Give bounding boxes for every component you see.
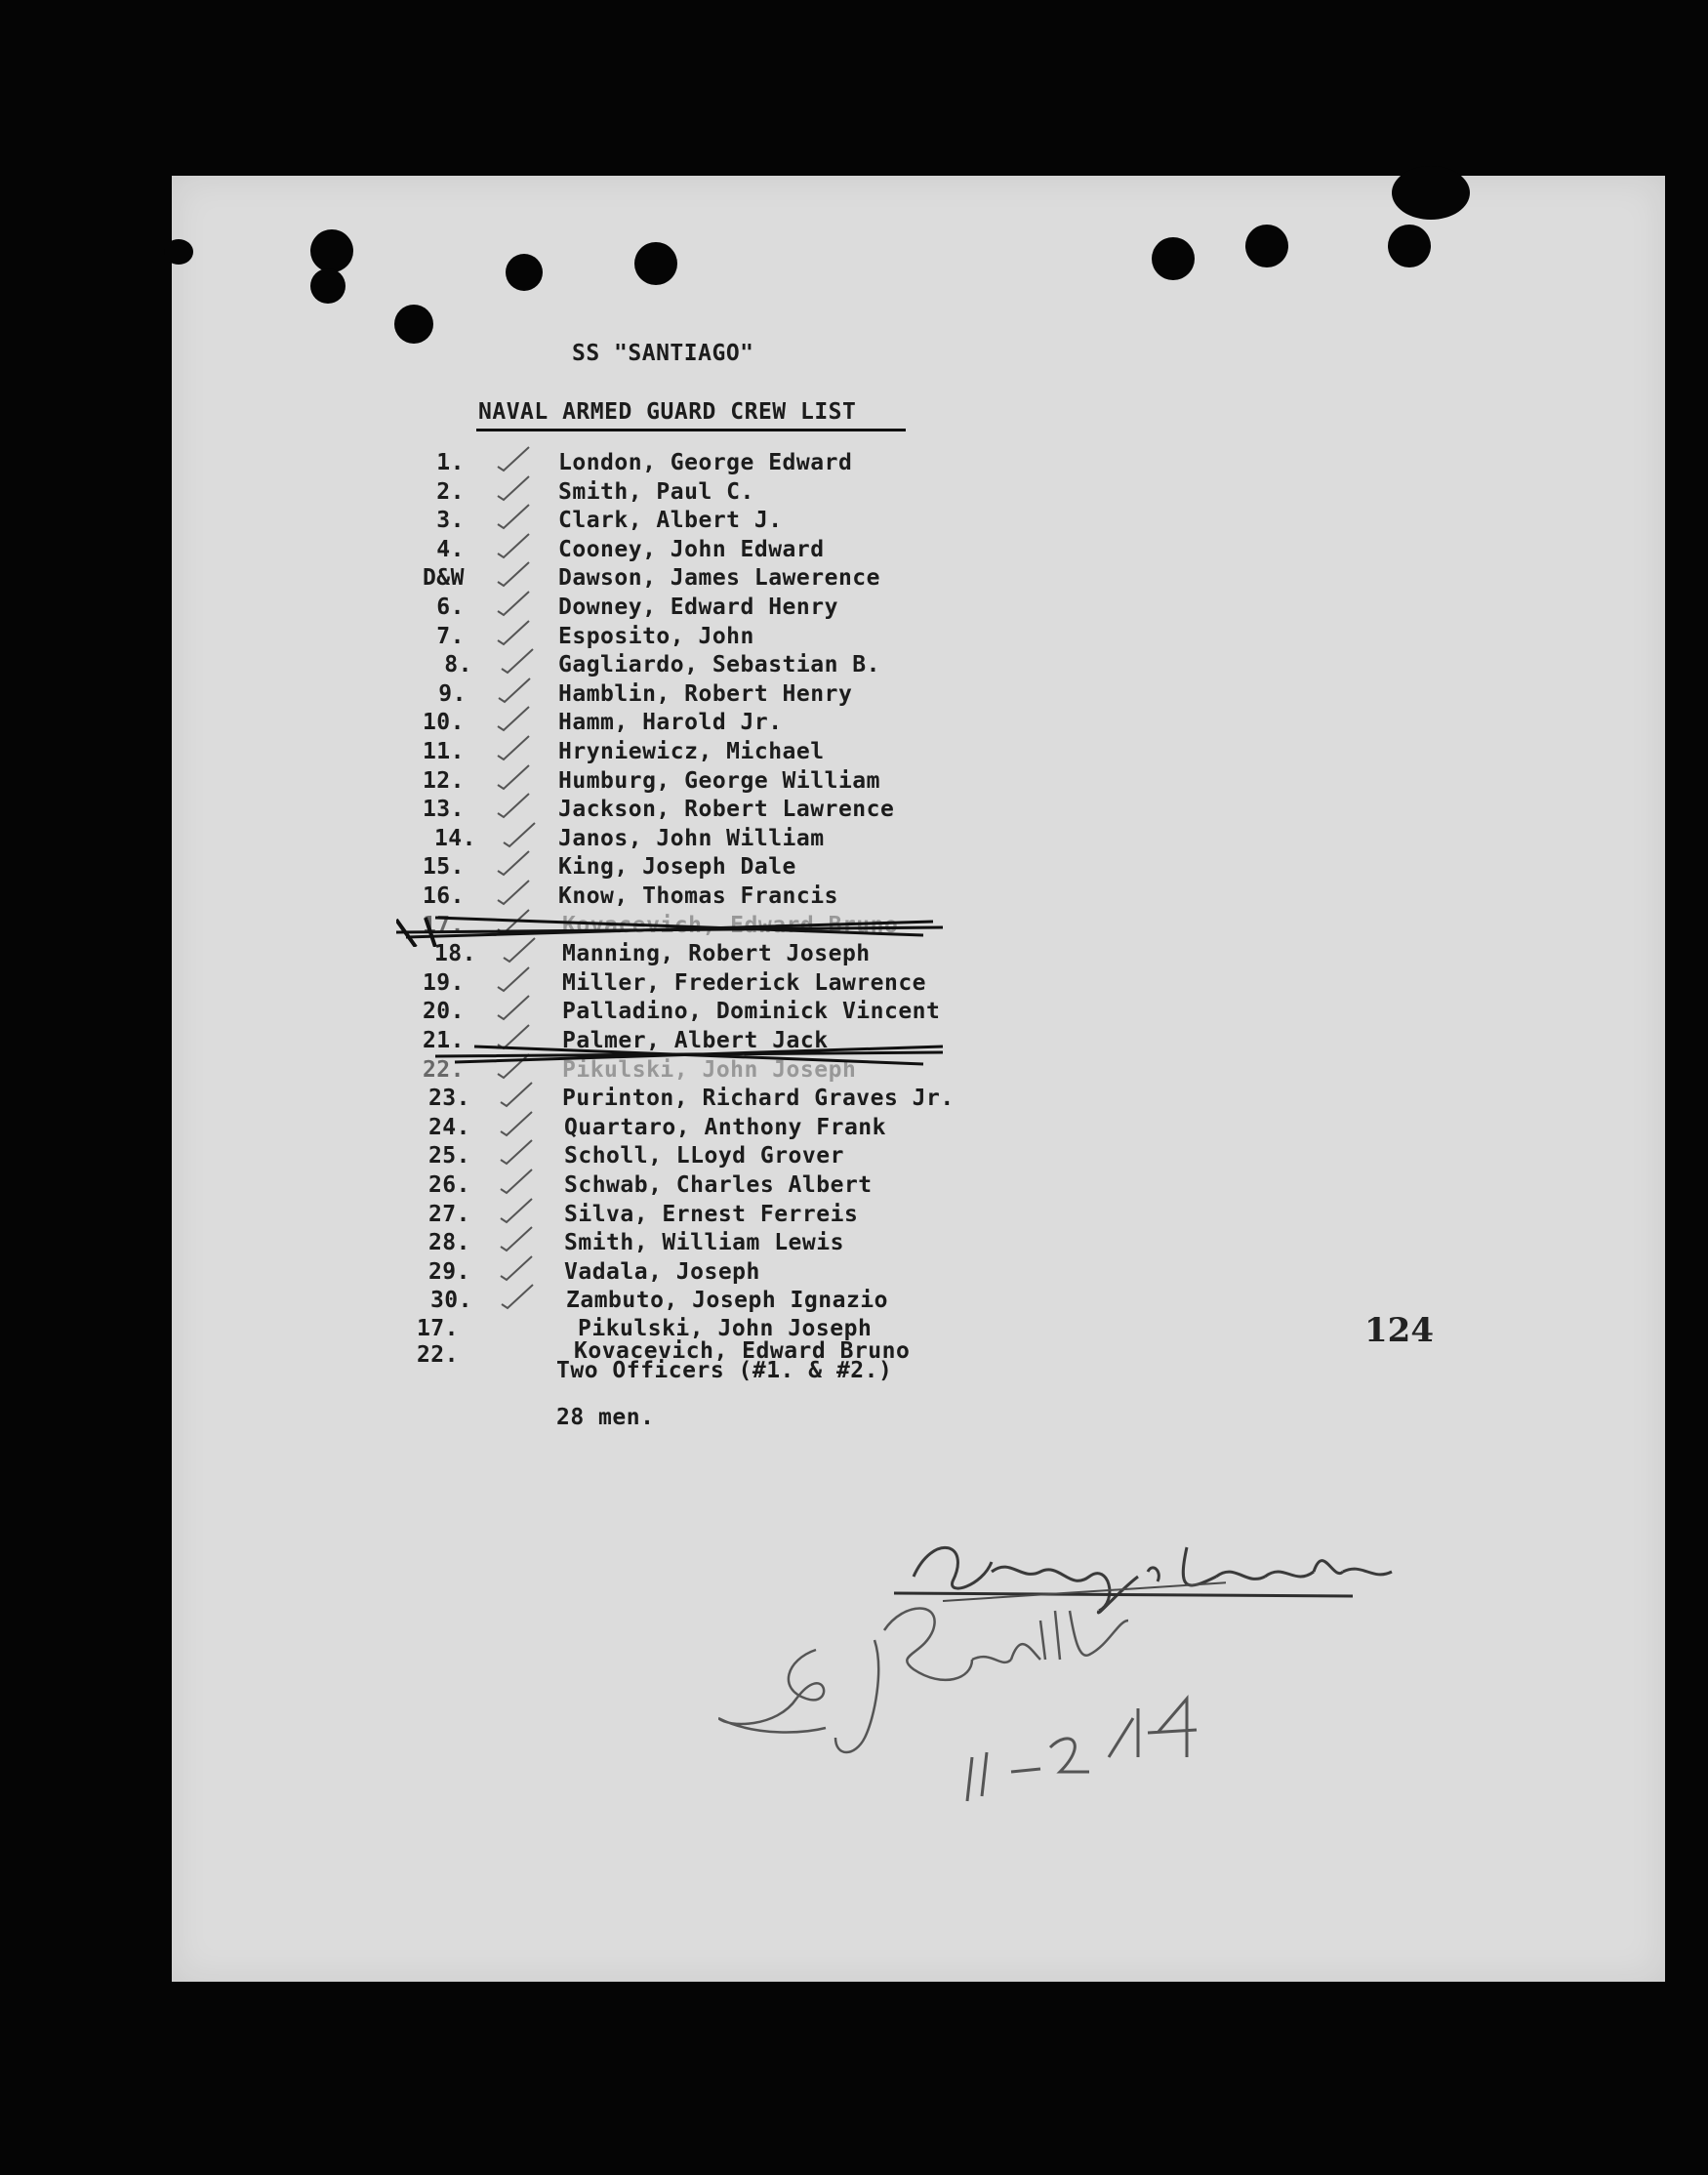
document-page <box>172 176 1665 1982</box>
crew-number: 30. <box>429 1288 472 1314</box>
addition-number: 22. <box>416 1342 459 1368</box>
crew-number: 6. <box>436 595 465 620</box>
ship-name: SS "SANTIAGO" <box>572 341 754 366</box>
punch-hole <box>1152 237 1195 280</box>
crew-number: 1. <box>436 450 465 475</box>
crew-name: Hryniewicz, Michael <box>558 739 825 764</box>
crew-number: 8. <box>444 652 472 678</box>
crew-number: 21. <box>422 1028 465 1053</box>
punch-hole <box>1388 225 1431 267</box>
page-number: 124 <box>1364 1311 1434 1350</box>
crew-number: 27. <box>427 1201 470 1227</box>
crew-number: 20. <box>422 999 465 1025</box>
crew-name: Palmer, Albert Jack <box>562 1028 829 1053</box>
crew-number: 10. <box>422 710 465 736</box>
crew-name: Manning, Robert Joseph <box>562 941 871 967</box>
crew-name: Scholl, LLoyd Grover <box>564 1143 844 1170</box>
crew-name: Gagliardo, Sebastian B. <box>558 652 880 678</box>
crew-name: Quartaro, Anthony Frank <box>564 1114 886 1140</box>
crew-name: Palladino, Dominick Vincent <box>562 999 941 1025</box>
crew-name: Cooney, John Edward <box>558 536 825 562</box>
crew-number: 12. <box>422 767 465 794</box>
addition-name: Kovacevich, Edward Bruno <box>574 1338 911 1364</box>
crew-number: 25. <box>427 1143 470 1170</box>
crew-number: 23. <box>427 1086 470 1112</box>
crew-number: D&W <box>422 565 465 592</box>
crew-name: Downey, Edward Henry <box>558 595 838 620</box>
crew-name: Purinton, Richard Graves Jr. <box>562 1086 955 1112</box>
crew-name: Hamm, Harold Jr. <box>558 710 783 736</box>
crew-number: 7. <box>436 623 465 649</box>
crew-name: Miller, Frederick Lawrence <box>562 969 927 996</box>
crew-number: 14. <box>433 825 476 851</box>
signature-brailler <box>718 1562 1226 1806</box>
crew-name: Dawson, James Lawerence <box>558 565 880 592</box>
crew-number: 13. <box>422 797 465 823</box>
crew-name: King, Joseph Dale <box>558 854 796 881</box>
crew-number: 28. <box>427 1230 470 1256</box>
crew-number: 29. <box>427 1258 470 1285</box>
crew-name: Pikulski, John Joseph <box>562 1056 857 1083</box>
punch-hole <box>394 305 433 344</box>
crew-name: Esposito, John <box>558 623 754 649</box>
title-underline <box>476 429 906 431</box>
crew-name: Kovacevich, Edward Bruno <box>562 912 899 938</box>
crew-name: Smith, Paul C. <box>558 478 754 505</box>
crew-number: 16. <box>422 883 465 909</box>
crew-number: 15. <box>422 854 465 881</box>
punch-hole <box>310 268 346 304</box>
crew-name: Vadala, Joseph <box>564 1258 760 1285</box>
crew-number: 2. <box>436 478 465 505</box>
crew-number: 9. <box>438 680 467 707</box>
list-title: NAVAL ARMED GUARD CREW LIST <box>478 399 857 425</box>
strike-through <box>396 908 962 947</box>
crew-number: 26. <box>427 1172 470 1198</box>
crew-number: 24. <box>427 1114 470 1140</box>
check-mark-icon <box>498 1279 537 1312</box>
crew-name: Janos, John William <box>558 825 825 851</box>
punch-hole <box>1245 225 1288 267</box>
crew-number: 18. <box>433 941 476 967</box>
crew-name: Silva, Ernest Ferreis <box>564 1201 859 1227</box>
crew-name: Hamblin, Robert Henry <box>558 680 853 707</box>
crew-number: 11. <box>422 739 465 764</box>
crew-name: Smith, William Lewis <box>564 1230 844 1256</box>
punch-hole <box>506 254 543 291</box>
torn-edge <box>1392 166 1470 220</box>
crew-name: Clark, Albert J. <box>558 508 783 534</box>
punch-hole <box>634 242 677 285</box>
addition-number: 17. <box>416 1316 459 1341</box>
crew-number: 4. <box>436 536 465 562</box>
crew-name: Jackson, Robert Lawrence <box>558 797 895 823</box>
crew-name: Know, Thomas Francis <box>558 883 838 909</box>
crew-name: London, George Edward <box>558 450 853 475</box>
crew-number: 17. <box>422 912 465 938</box>
crew-name: Schwab, Charles Albert <box>564 1172 873 1198</box>
crew-number: 22. <box>422 1056 465 1083</box>
crew-number: 19. <box>422 969 465 996</box>
men-summary: 28 men. <box>556 1405 655 1430</box>
addition-name: Pikulski, John Joseph <box>578 1316 873 1341</box>
officers-summary: Two Officers (#1. & #2.) <box>556 1358 893 1383</box>
crew-number: 3. <box>436 508 465 534</box>
strike-through <box>435 1035 962 1074</box>
crew-name: Humburg, George William <box>558 767 880 794</box>
torn-edge <box>164 239 193 265</box>
punch-hole <box>310 229 353 272</box>
crew-name: Zambuto, Joseph Ignazio <box>566 1288 888 1314</box>
